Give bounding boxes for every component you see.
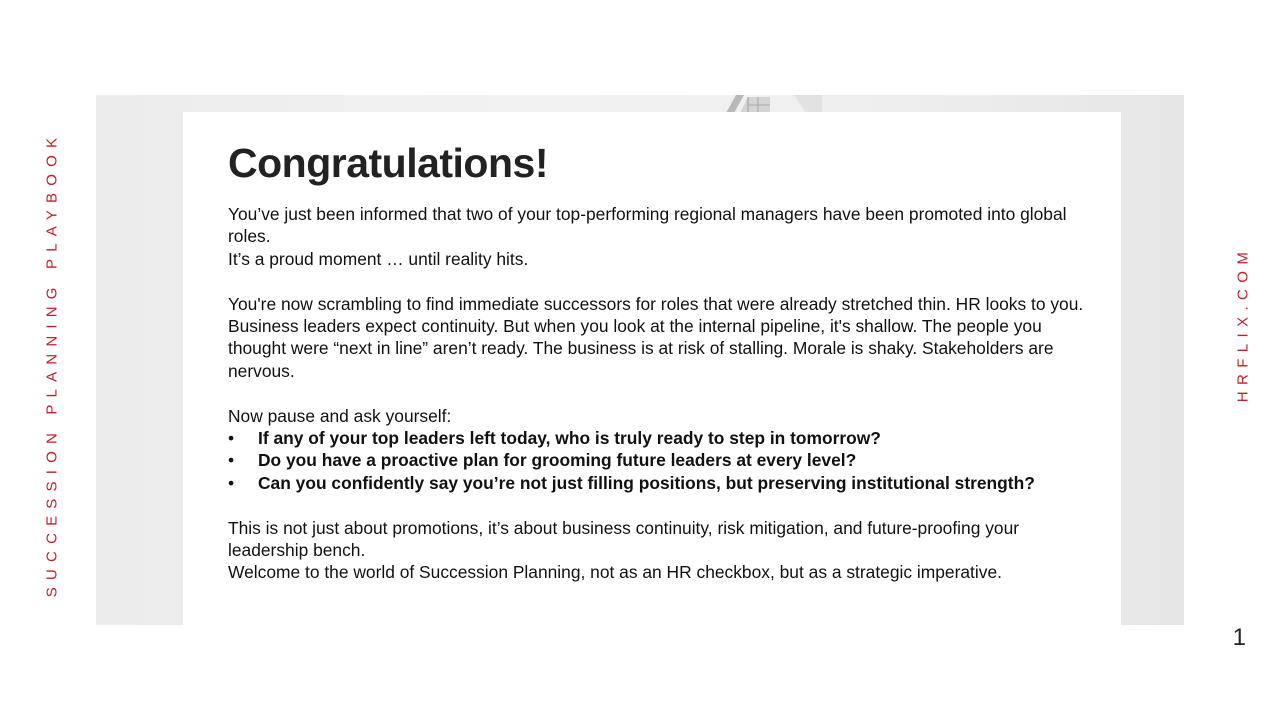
- side-label-playbook: SUCCESSION PLANNING PLAYBOOK: [43, 130, 61, 598]
- side-label-website: HRFLIX.COM: [1234, 245, 1252, 403]
- body-text: [228, 203, 1098, 584]
- bullet-icon: •: [228, 472, 235, 493]
- list-item: [228, 472, 1098, 494]
- list-item: [228, 449, 1098, 471]
- background-image-fragment: [722, 95, 822, 113]
- intro-paragraph: You’ve just been informed that two of your top-performing regional managers have been promoted into global roles.: [228, 204, 1067, 247]
- question-text: Do you have a proactive plan for grooming future leaders at every level?: [258, 450, 857, 471]
- question-text: Can you confidently say you’re not just filling positions, but preserving institutional strength?: [258, 472, 1035, 493]
- spacer: [228, 494, 1098, 516]
- list-item: [228, 427, 1098, 449]
- bullet-icon: •: [228, 428, 235, 449]
- closing-line: Welcome to the world of Succession Planning, not as an HR checkbox, but as a strategic imperative.: [228, 562, 1002, 583]
- pause-line: Now pause and ask yourself:: [228, 405, 452, 426]
- question-list: [228, 427, 1098, 494]
- spacer: [228, 382, 1098, 404]
- bullet-icon: •: [228, 450, 235, 471]
- spacer: [228, 270, 1098, 292]
- page-title: Congratulations!: [228, 140, 548, 186]
- closing-paragraph: This is not just about promotions, it’s about business continuity, risk mitigation, and future-proofing your leadership bench.: [228, 517, 1020, 561]
- intro-line: It’s a proud moment … until reality hits.: [228, 248, 529, 269]
- situation-paragraph: You're now scrambling to find immediate successors for roles that were already stretched thin. HR looks to you. Business leaders expect continuity. But when you look at the internal pipeline, it's shallow. The people you thought were “next in line” aren’t ready. The business is at risk of stalling. Morale is shaky. Stakeholders are nervous.: [228, 293, 1084, 381]
- page-number: 1: [1232, 624, 1246, 651]
- question-text: If any of your top leaders left today, who is truly ready to step in tomorrow?: [258, 428, 881, 449]
